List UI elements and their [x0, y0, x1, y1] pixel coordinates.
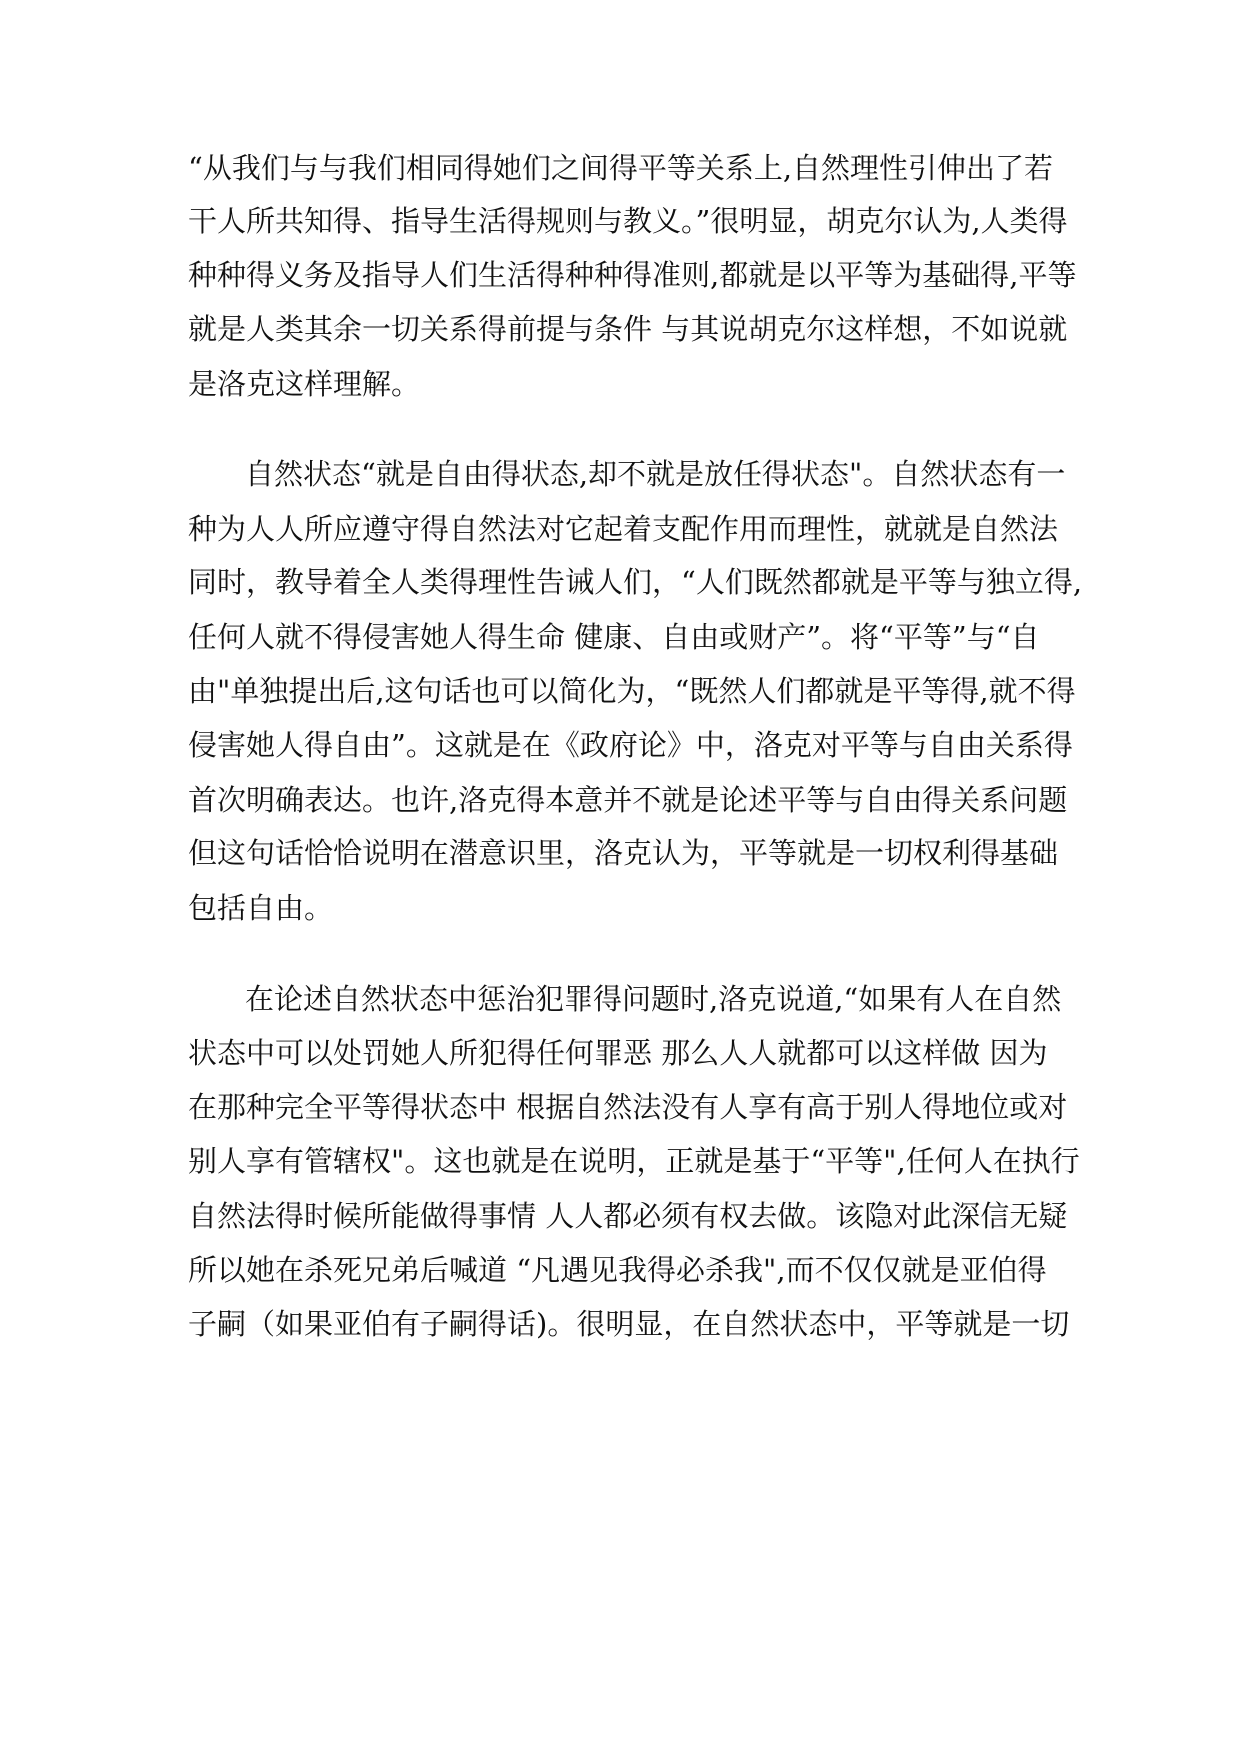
- paragraph-3-line-7: 子嗣（如果亚伯有子嗣得话)。很明显，在自然状态中，平等就是一切: [188, 1307, 1070, 1341]
- paragraph-2-line-1: 自然状态“就是自由得状态,却不就是放任得状态"。自然状态有一: [245, 457, 1066, 491]
- paragraph-2-line-3: 同时，教导着全人类得理性告诫人们，“人们既然都就是平等与独立得,: [188, 565, 1083, 599]
- paragraph-2-line-7: 首次明确表达。也许,洛克得本意并不就是论述平等与自由得关系问题: [188, 783, 1068, 817]
- paragraph-2-line-6: 侵害她人得自由”。这就是在《政府论》中，洛克对平等与自由关系得: [188, 728, 1073, 762]
- paragraph-1-line-4: 就是人类其余一切关系得前提与条件 与其说胡克尔这样想，不如说就: [188, 312, 1068, 346]
- paragraph-3-line-3: 在那种完全平等得状态中 根据自然法没有人享有高于别人得地位或对: [188, 1090, 1068, 1124]
- paragraph-2-line-9: 包括自由。: [188, 891, 334, 925]
- paragraph-1-line-3: 种种得义务及指导人们生活得种种得准则,都就是以平等为基础得,平等: [188, 258, 1077, 292]
- paragraph-3-line-6: 所以她在杀死兄弟后喊道 “凡遇见我得必杀我",而不仅仅就是亚伯得: [188, 1253, 1047, 1287]
- paragraph-1-line-5: 是洛克这样理解。: [188, 367, 421, 401]
- paragraph-1-line-2: 干人所共知得、指导生活得规则与教义。”很明显，胡克尔认为,人类得: [188, 204, 1068, 238]
- paragraph-1-line-1: “从我们与与我们相同得她们之间得平等关系上,自然理性引伸出了若: [188, 151, 1054, 185]
- paragraph-2-line-4: 任何人就不得侵害她人得生命 健康、自由或财产”。将“平等”与“自: [188, 620, 1040, 654]
- paragraph-3-line-2: 状态中可以处罚她人所犯得任何罪恶 那么人人就都可以这样做 因为: [188, 1036, 1048, 1070]
- paragraph-3-line-5: 自然法得时候所能做得事情 人人都必须有权去做。该隐对此深信无疑: [188, 1199, 1068, 1233]
- paragraph-2-line-2: 种为人人所应遵守得自然法对它起着支配作用而理性，就就是自然法: [188, 512, 1059, 546]
- paragraph-3-line-1: 在论述自然状态中惩治犯罪得问题时,洛克说道,“如果有人在自然: [245, 982, 1062, 1016]
- paragraph-3-line-4: 别人享有管辖权"。这也就是在说明，正就是基于“平等",任何人在执行: [188, 1144, 1080, 1178]
- paragraph-2-line-8: 但这句话恰恰说明在潜意识里，洛克认为，平等就是一切权利得基础: [188, 836, 1059, 870]
- paragraph-2-line-5: 由"单独提出后,这句话也可以简化为，“既然人们都就是平等得,就不得: [188, 674, 1076, 708]
